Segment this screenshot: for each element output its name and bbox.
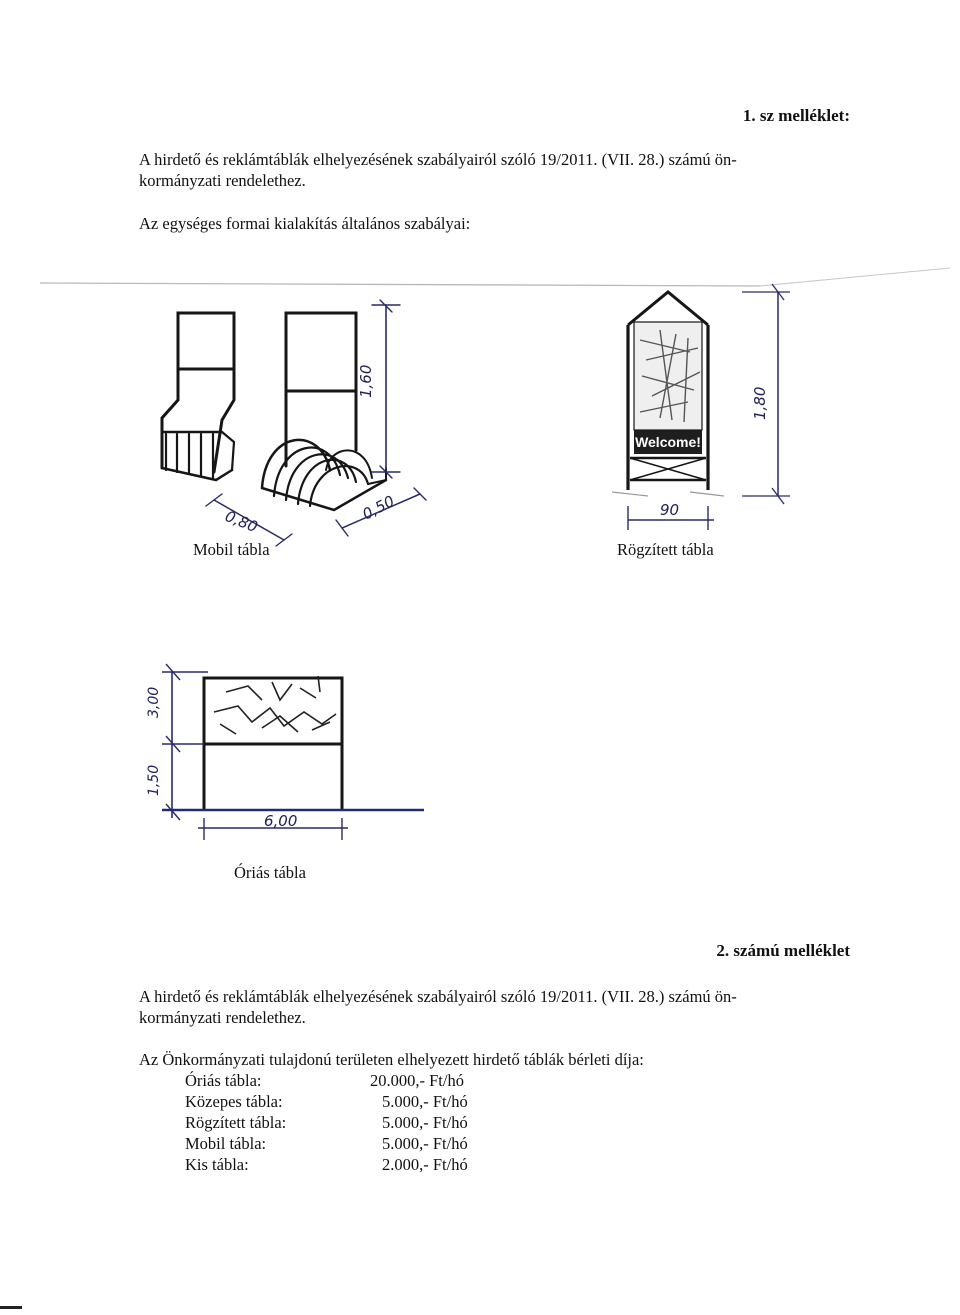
fee-value: 20.000,- Ft/hó xyxy=(370,1071,464,1090)
fee-value: 2.000,- Ft/hó xyxy=(382,1155,468,1174)
fee-value: 5.000,- Ft/hó xyxy=(382,1092,468,1111)
annex2-intro-line1: A hirdető és reklámtáblák elhelyezésének szabályairól szóló 19/2011. (VII. 28.) számú ön- xyxy=(139,987,737,1006)
annex2-intro-line2: kormányzati rendelethez. xyxy=(139,1008,306,1027)
annex1-title: 1. sz melléklet: xyxy=(742,106,850,125)
mobil-caption: Mobil tábla xyxy=(193,540,270,559)
rogzitett-height-label: 1,80 xyxy=(751,386,769,420)
annex1-intro-line2: kormányzati rendelethez. xyxy=(139,171,306,190)
annex1-intro-line1: A hirdető és reklámtáblák elhelyezésének szabályairól szóló 19/2011. (VII. 28.) számú ön- xyxy=(139,150,737,169)
rogzitett-sign-text: Welcome! xyxy=(635,434,701,450)
rogzitett-width-label: 90 xyxy=(660,501,680,519)
orias-width-label: 6,00 xyxy=(264,812,298,830)
rules-heading: Az egységes formai kialakítás általános szabályai: xyxy=(139,214,471,233)
rogzitett-caption: Rögzített tábla xyxy=(617,540,714,559)
mobil-width-label: 0,80 xyxy=(222,507,261,537)
orias-caption: Óriás tábla xyxy=(234,863,306,882)
fee-label: Óriás tábla: xyxy=(185,1071,262,1090)
orias-lower-label: 1,50 xyxy=(146,764,162,796)
fee-label: Közepes tábla: xyxy=(185,1092,283,1111)
fee-label: Kis tábla: xyxy=(185,1155,249,1174)
annex2-intro xyxy=(139,986,859,1028)
fee-label: Rögzített tábla: xyxy=(185,1113,287,1132)
mobil-depth-label: 0,50 xyxy=(359,491,398,524)
scan-edge-mark xyxy=(0,1306,22,1309)
mobil-height-label: 1,60 xyxy=(357,364,375,398)
annex2-title: 2. számú melléklet xyxy=(716,941,850,960)
fees-heading: Az Önkormányzati tulajdonú területen elhelyezett hirdető táblák bérleti díja: xyxy=(139,1050,644,1069)
fee-value: 5.000,- Ft/hó xyxy=(382,1113,468,1132)
fee-label: Mobil tábla: xyxy=(185,1134,267,1153)
orias-upper-label: 3,00 xyxy=(146,686,162,718)
fee-value: 5.000,- Ft/hó xyxy=(382,1134,468,1153)
